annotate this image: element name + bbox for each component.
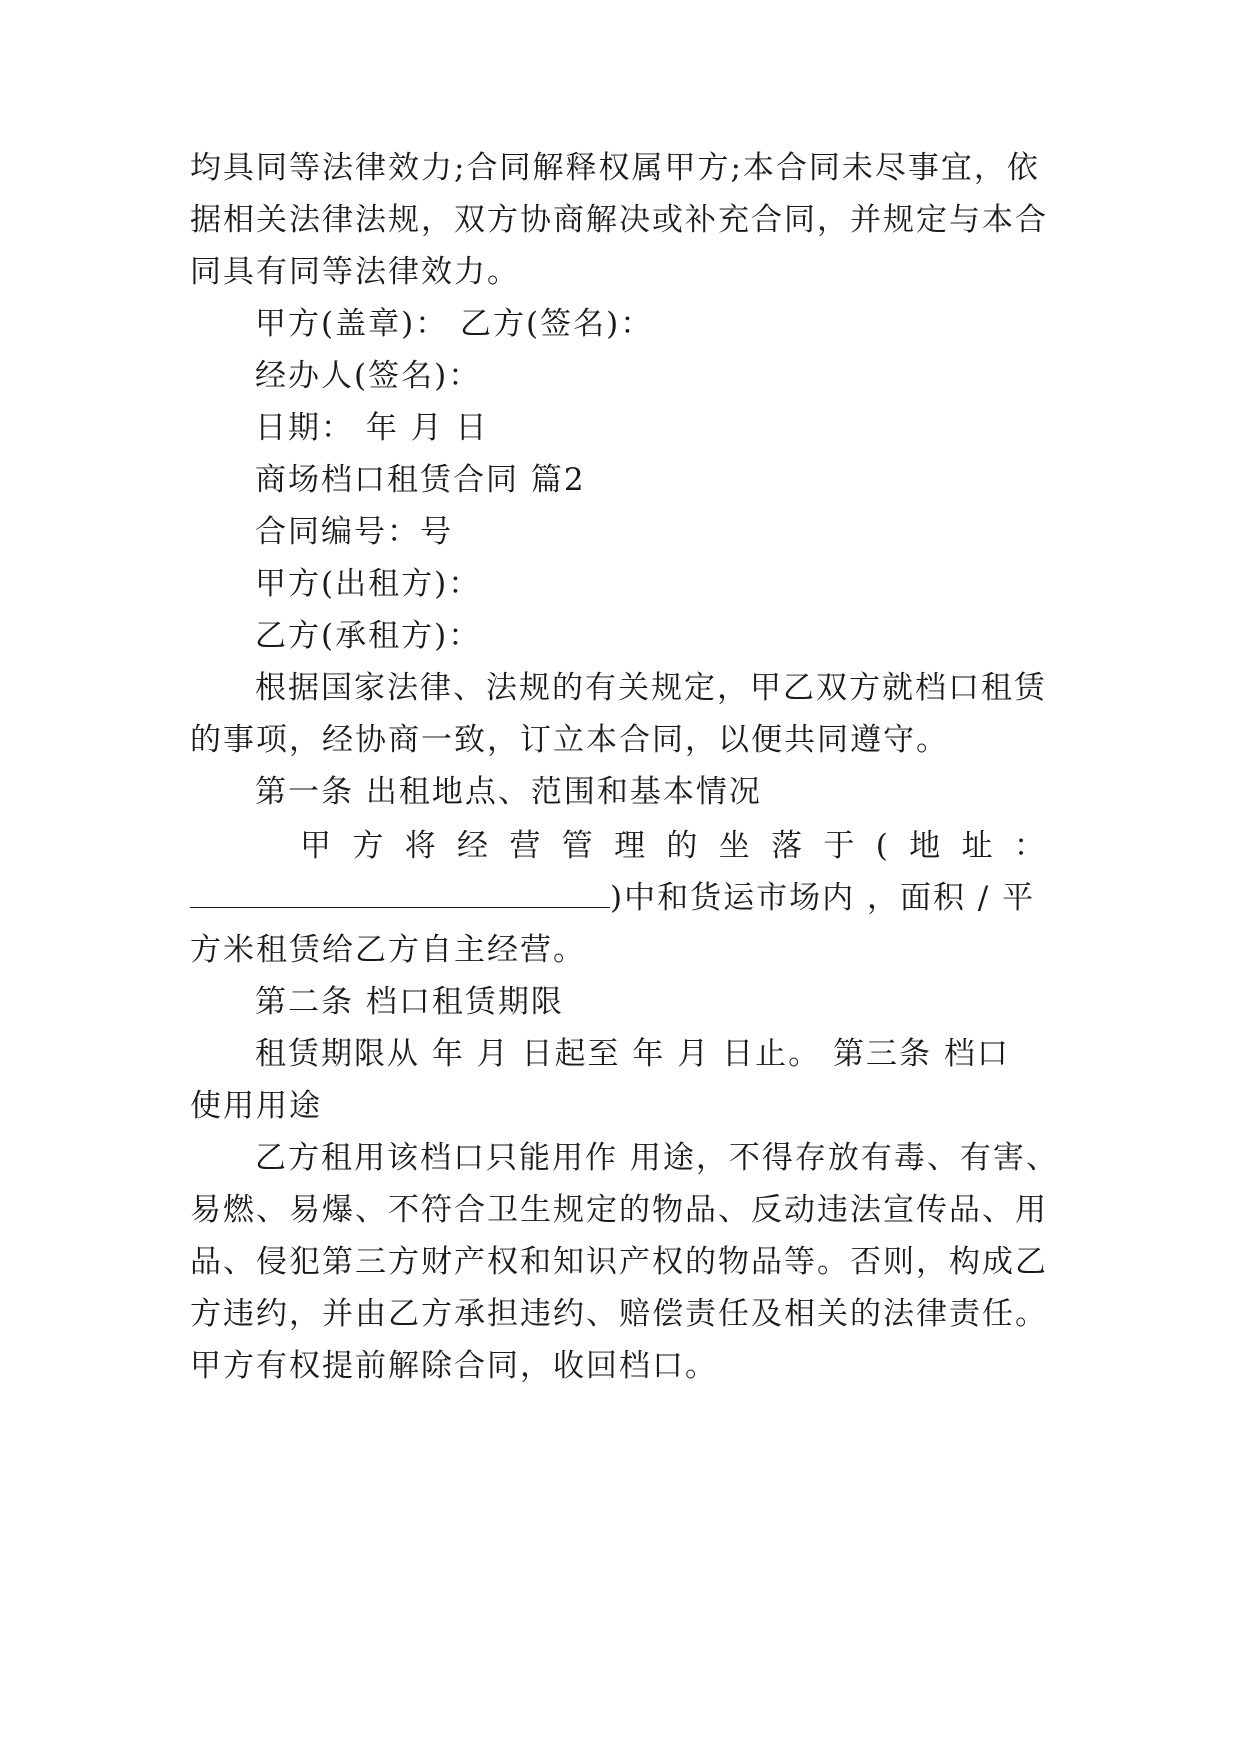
address-char: 甲 [300,828,331,864]
party-b-line: 乙方(承租方)： [255,618,482,654]
address-char: 于 [823,828,855,864]
blank-underline [190,881,610,908]
paragraph-line: 均具同等法律效力;合同解释权属甲方;本合同未尽事宜，依 [190,150,1040,186]
paragraph-line: 的事项，经协商一致，订立本合同，以便共同遵守。 [190,722,949,758]
paragraph-line: 乙方租用该档口只能用作 用途，不得存放有毒、有害、 [255,1140,1059,1176]
paragraph-line: 品、侵犯第三方财产权和知识产权的物品等。否则，构成乙 [190,1244,1048,1280]
paragraph-line: 根据国家法律、法规的有关规定，甲乙双方就档口租赁 [255,670,1047,706]
address-char: 将 [404,828,436,864]
article-heading: 第二条 档口租赁期限 [255,984,564,1020]
paragraph-line: 使用用途 [190,1088,322,1124]
party-a-line: 甲方(出租方)： [255,566,482,602]
date-line: 日期： 年 月 日 [255,410,489,446]
address-char: ( [875,828,888,864]
address-char: 理 [614,828,646,864]
address-char: 的 [666,828,698,864]
address-char: 坐 [718,828,750,864]
address-char: 经 [457,828,489,864]
contract-number: 合同编号：号 [255,514,453,550]
address-char: 落 [771,828,803,864]
paragraph-line: 易燃、易爆、不符合卫生规定的物品、反动违法宣传品、用 [190,1192,1048,1228]
agent-signature-line: 经办人(签名)： [255,358,482,394]
address-char: 管 [561,828,593,864]
paragraph-line: 同具有同等法律效力。 [190,254,520,290]
address-char: 营 [509,828,541,864]
address-char: ： [1013,828,1045,864]
signature-line: 甲方(盖章)： 乙方(签名)： [255,306,654,342]
lease-term-line: 租赁期限从 年 月 日起至 年 月 日止。 第三条 档口 [255,1036,1010,1072]
contract-title: 商场档口租赁合同 篇2 [255,462,586,498]
address-char: 方 [352,828,384,864]
address-continuation [190,878,1035,918]
paragraph-line: 甲方有权提前解除合同，收回档口。 [190,1348,718,1384]
paragraph-line: 据相关法律法规，双方协商解决或补充合同，并规定与本合 [190,202,1048,238]
article-heading: 第一条 出租地点、范围和基本情况 [255,774,762,810]
market-text: )中和货运市场内 ，面积 / 平 [610,880,1036,916]
address-line [300,826,1045,866]
paragraph-line: 方违约，并由乙方承担违约、赔偿责任及相关的法律责任。 [190,1296,1048,1332]
address-char: 地 [909,828,941,864]
paragraph-line: 方米租赁给乙方自主经营。 [190,932,586,968]
address-char: 址 [961,828,993,864]
